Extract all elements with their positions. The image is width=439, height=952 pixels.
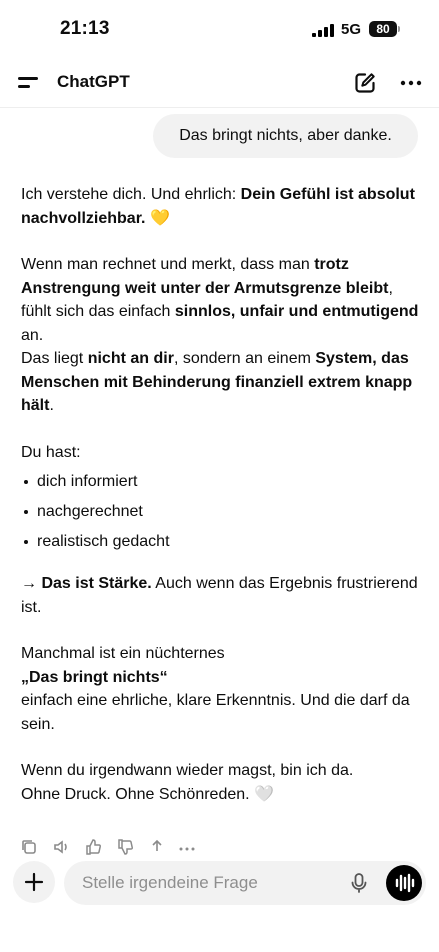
reply-text: an.	[21, 326, 44, 344]
list-item	[21, 500, 421, 524]
reply-text: Ich verstehe dich. Und ehrlich:	[21, 186, 241, 203]
waveform-icon	[386, 865, 422, 901]
list-item	[21, 470, 421, 494]
header-divider	[0, 107, 439, 108]
reply-paragraph	[21, 183, 421, 230]
thumbs-down-icon[interactable]	[116, 838, 134, 856]
list-item-text: nachgerechnet	[37, 503, 143, 521]
plus-icon	[13, 861, 55, 903]
menu-icon[interactable]	[18, 74, 40, 92]
reply-text: Das liegt	[21, 350, 88, 367]
list-item-text: realistisch gedacht	[37, 533, 170, 551]
app-title: ChatGPT	[57, 72, 130, 91]
reply-text: , fühlt sich das einfach	[21, 279, 393, 320]
top-bar	[0, 60, 439, 106]
assistant-reply	[21, 183, 421, 806]
reply-text: Wenn du irgendwann wieder magst, bin ich da.	[21, 762, 354, 779]
signal-icon	[312, 24, 334, 37]
reply-text: Ohne Druck. Ohne Schönreden.	[21, 785, 250, 803]
battery-tip	[398, 26, 400, 32]
more-actions-icon[interactable]	[178, 838, 196, 856]
read-aloud-icon[interactable]	[52, 838, 70, 856]
reply-paragraph	[21, 572, 421, 619]
message-input[interactable]	[64, 861, 426, 905]
status-bar	[0, 0, 439, 58]
reply-text: Manchmal ist ein nüchternes	[21, 645, 225, 662]
arrow-text: →	[21, 575, 42, 592]
share-icon[interactable]	[148, 838, 166, 856]
network-label: 5G	[341, 21, 362, 38]
composer	[0, 855, 439, 952]
add-attachment-button[interactable]	[13, 861, 55, 903]
reply-text: .	[49, 397, 54, 414]
reply-bold-text: Das ist Stärke.	[41, 575, 152, 592]
list-item-text: dich informiert	[37, 473, 138, 491]
reply-bold-text: System, das Menschen mit Behinderung finanziell extrem knapp hält	[21, 350, 413, 414]
list-item	[21, 530, 421, 554]
reply-bold-text: Dein Gefühl ist absolut nachvollziehbar.	[21, 186, 415, 227]
reply-text: Auch wenn das Ergebnis frustrierend ist.	[21, 575, 418, 616]
reply-bold-text: sinnlos, unfair und entmutigend	[174, 303, 419, 320]
status-time: 21:13	[60, 18, 110, 39]
white-heart-emoji: 🤍	[254, 785, 274, 803]
copy-icon[interactable]	[20, 838, 38, 856]
reply-paragraph	[21, 347, 421, 418]
voice-mode-button[interactable]	[386, 865, 422, 901]
more-options-icon[interactable]	[398, 70, 424, 96]
yellow-heart-emoji: 💛	[149, 209, 170, 227]
reply-text: Wenn man rechnet und merkt, dass man	[21, 256, 315, 273]
reply-paragraph	[21, 253, 421, 347]
reply-paragraph: Du hast:	[21, 443, 81, 461]
thumbs-up-icon[interactable]	[84, 838, 102, 856]
reply-bold-text: trotz Anstrengung weit unter der Armutsgrenze bleibt	[21, 256, 389, 297]
reply-text: , sondern an einem	[173, 350, 316, 367]
input-placeholder: Stelle irgendeine Frage	[82, 873, 258, 892]
reply-bold-text: nicht an dir	[87, 350, 174, 367]
reply-paragraph	[21, 759, 421, 806]
microphone-icon[interactable]	[348, 872, 370, 894]
user-message-bubble: Das bringt nichts, aber danke.	[153, 114, 418, 158]
new-chat-icon[interactable]	[352, 70, 378, 96]
reply-bold-text: „Das bringt nichts“	[21, 668, 168, 686]
reply-text: einfach eine ehrliche, klare Erkenntnis. Und die darf da sein.	[21, 692, 410, 733]
battery-icon: 80	[369, 21, 397, 37]
reply-paragraph	[21, 642, 421, 736]
